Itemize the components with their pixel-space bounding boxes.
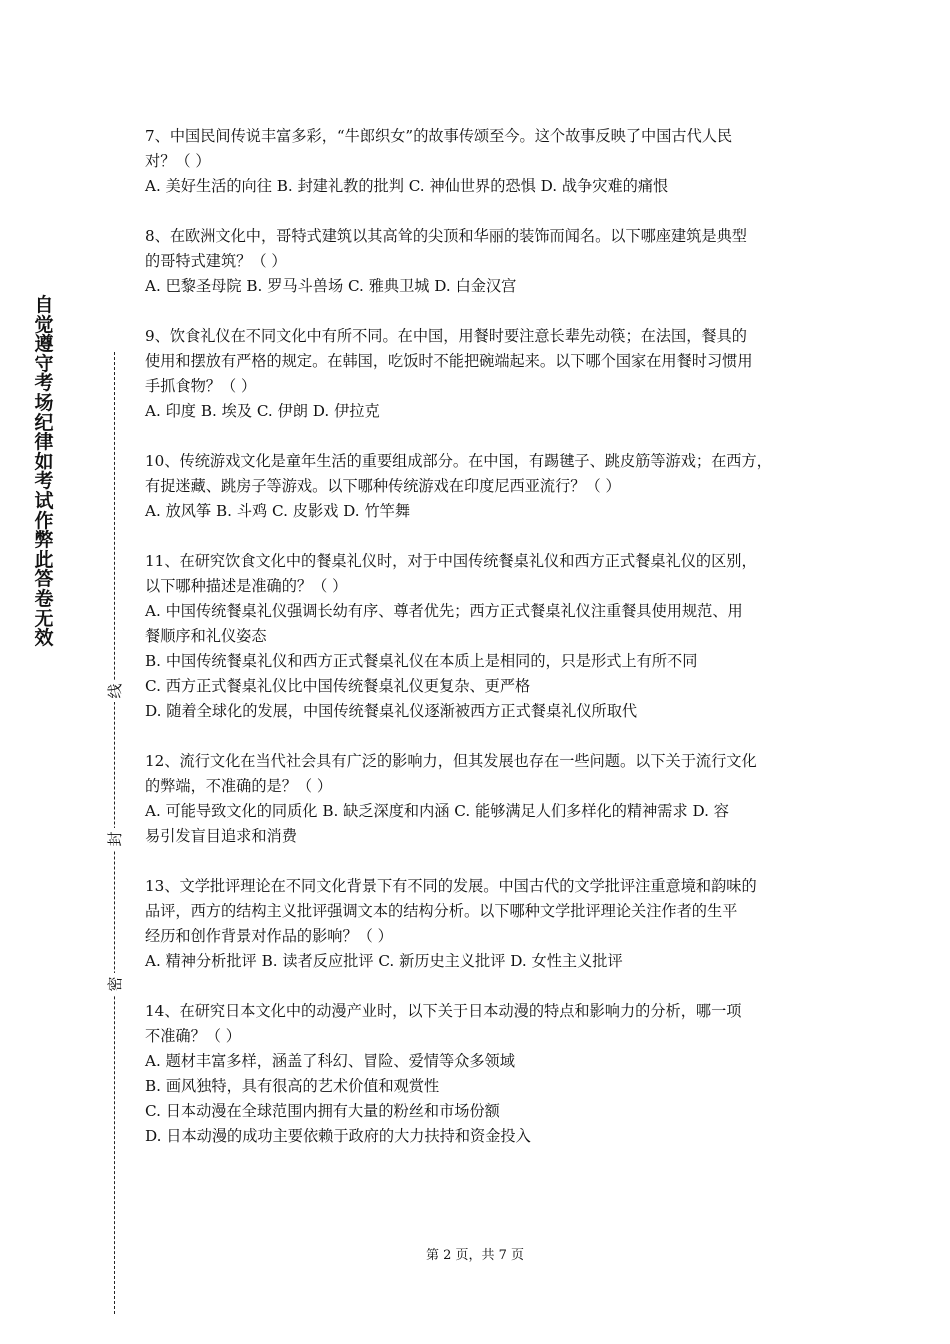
question-text: 经历和创作背景对作品的影响？（ ） [145,927,393,945]
question-text: 不准确？（ ） [145,1027,241,1045]
option-a: A. 题材丰富多样，涵盖了科幻、冒险、爱情等众多领域 [145,1052,515,1070]
question-text: 的哥特式建筑？（ ） [145,252,287,270]
question-text: 对？（ ） [145,152,211,170]
question-8 [145,224,815,299]
question-text: 使用和摆放有严格的规定。在韩国，吃饭时不能把碗端起来。以下哪个国家在用餐时习惯用 [145,352,753,370]
binding-label-seal: 封 [104,828,126,850]
binding-label-secret: 密 [104,973,126,995]
binding-label-line: 线 [104,680,126,702]
question-9 [145,324,815,424]
question-options: A. 美好生活的向往 B. 封建礼教的批判 C. 神仙世界的恐惧 D. 战争灾难的痛恨 [145,177,669,195]
question-13 [145,874,815,974]
question-text: 10、传统游戏文化是童年生活的重要组成部分。在中国，有踢毽子、跳皮筋等游戏；在西方， [145,452,772,470]
question-10 [145,449,815,524]
question-text: 手抓食物？（ ） [145,377,257,395]
question-text: 8、在欧洲文化中，哥特式建筑以其高耸的尖顶和华丽的装饰而闻名。以下哪座建筑是典型 [145,227,747,245]
question-12 [145,749,815,849]
question-list [145,124,815,1174]
option-c: C. 西方正式餐桌礼仪比中国传统餐桌礼仪更复杂、更严格 [145,677,531,695]
question-14 [145,999,815,1149]
question-text: 12、流行文化在当代社会具有广泛的影响力，但其发展也存在一些问题。以下关于流行文化 [145,752,757,770]
question-options: A. 放风筝 B. 斗鸡 C. 皮影戏 D. 竹竿舞 [145,502,411,520]
option-b: B. 画风独特，具有很高的艺术价值和观赏性 [145,1077,440,1095]
question-text: 13、文学批评理论在不同文化背景下有不同的发展。中国古代的文学批评注重意境和韵味的 [145,877,757,895]
question-text: 有捉迷藏、跳房子等游戏。以下哪种传统游戏在印度尼西亚流行？（ ） [145,477,621,495]
question-text: 9、饮食礼仪在不同文化中有所不同。在中国，用餐时要注意长辈先动筷；在法国，餐具的 [145,327,747,345]
question-options: A. 可能导致文化的同质化 B. 缺乏深度和内涵 C. 能够满足人们多样化的精神需求 D. 容 [145,802,729,820]
question-7 [145,124,815,199]
question-text: 品评，西方的结构主义批评强调文本的结构分析。以下哪种文学批评理论关注作者的生平 [145,902,738,920]
option-d: D. 随着全球化的发展，中国传统餐桌礼仪逐渐被西方正式餐桌礼仪所取代 [145,702,638,720]
question-text: 11、在研究饮食文化中的餐桌礼仪时，对于中国传统餐桌礼仪和西方正式餐桌礼仪的区别， [145,552,757,570]
option-c: C. 日本动漫在全球范围内拥有大量的粉丝和市场份额 [145,1102,500,1120]
question-11 [145,549,815,724]
question-text: 的弊端，不准确的是？（ ） [145,777,333,795]
question-text: 14、在研究日本文化中的动漫产业时，以下关于日本动漫的特点和影响力的分析，哪一项 [145,1002,742,1020]
question-text: 以下哪种描述是准确的？（ ） [145,577,348,595]
question-text: 7、中国民间传说丰富多彩，“牛郎织女”的故事传颂至今。这个故事反映了中国古代人民 [145,127,733,145]
option-b: B. 中国传统餐桌礼仪和西方正式餐桌礼仪在本质上是相同的，只是形式上有所不同 [145,652,698,670]
option-a-continued: 餐顺序和礼仪姿态 [145,627,267,645]
question-options-continued: 易引发盲目追求和消费 [145,827,297,845]
exam-discipline-warning: 自觉遵守考场纪律如考试作弊此答卷无效 [34,294,54,650]
option-d: D. 日本动漫的成功主要依赖于政府的大力扶持和资金投入 [145,1127,531,1145]
option-a: A. 中国传统餐桌礼仪强调长幼有序、尊者优先；西方正式餐桌礼仪注重餐具使用规范、用 [145,602,743,620]
question-options: A. 巴黎圣母院 B. 罗马斗兽场 C. 雅典卫城 D. 白金汉宫 [145,277,517,295]
page-number: 第 2 页，共 7 页 [425,1248,525,1263]
question-options: A. 印度 B. 埃及 C. 伊朗 D. 伊拉克 [145,402,380,420]
question-options: A. 精神分析批评 B. 读者反应批评 C. 新历史主义批评 D. 女性主义批评 [145,952,623,970]
